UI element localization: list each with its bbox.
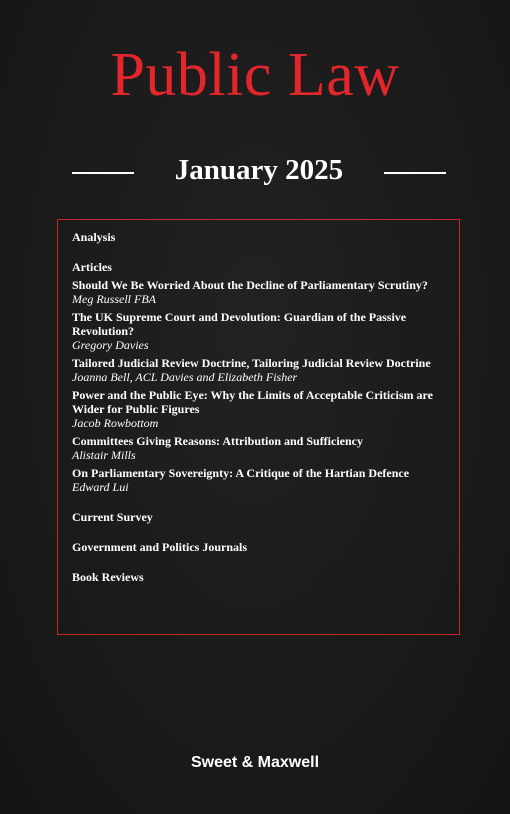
article-entry [72, 356, 452, 384]
issue-date: January 2025 [174, 154, 344, 186]
left-rule [72, 172, 134, 174]
article-author: Gregory Davies [72, 338, 149, 352]
section-book-reviews: Book Reviews [72, 570, 144, 584]
section-politics-journals: Government and Politics Journals [72, 540, 248, 554]
article-entry [72, 466, 452, 494]
article-title: Committees Giving Reasons: Attribution and Sufficiency [72, 434, 363, 448]
issue-date-row [0, 150, 510, 190]
article-title: Tailored Judicial Review Doctrine, Tailoring Judicial Review Doctrine [72, 356, 431, 370]
article-author: Edward Lui [72, 480, 129, 494]
article-entry [72, 310, 452, 352]
table-of-contents [72, 226, 452, 584]
section-articles: Articles [72, 260, 112, 274]
article-author: Jacob Rowbottom [72, 416, 159, 430]
article-author: Meg Russell FBA [72, 292, 156, 306]
article-author: Joanna Bell, ACL Davies and Elizabeth Fisher [72, 370, 298, 384]
article-entry [72, 278, 452, 306]
article-title: Should We Be Worried About the Decline of Parliamentary Scrutiny? [72, 278, 428, 292]
article-entry [72, 434, 452, 462]
article-author: Alistair Mills [72, 448, 136, 462]
section-current-survey: Current Survey [72, 510, 153, 524]
right-rule [384, 172, 446, 174]
article-title: The UK Supreme Court and Devolution: Guardian of the Passive Revolution? [72, 310, 407, 338]
article-title: Power and the Public Eye: Why the Limits of Acceptable Criticism are Wider for Public Figures [72, 388, 433, 416]
article-entry [72, 388, 452, 430]
publisher-name: Sweet & Maxwell [190, 754, 320, 771]
article-title: On Parliamentary Sovereignty: A Critique of the Hartian Defence [72, 466, 410, 480]
contents-box [57, 219, 460, 635]
journal-title: Public Law [110, 41, 400, 109]
section-analysis: Analysis [72, 230, 116, 244]
